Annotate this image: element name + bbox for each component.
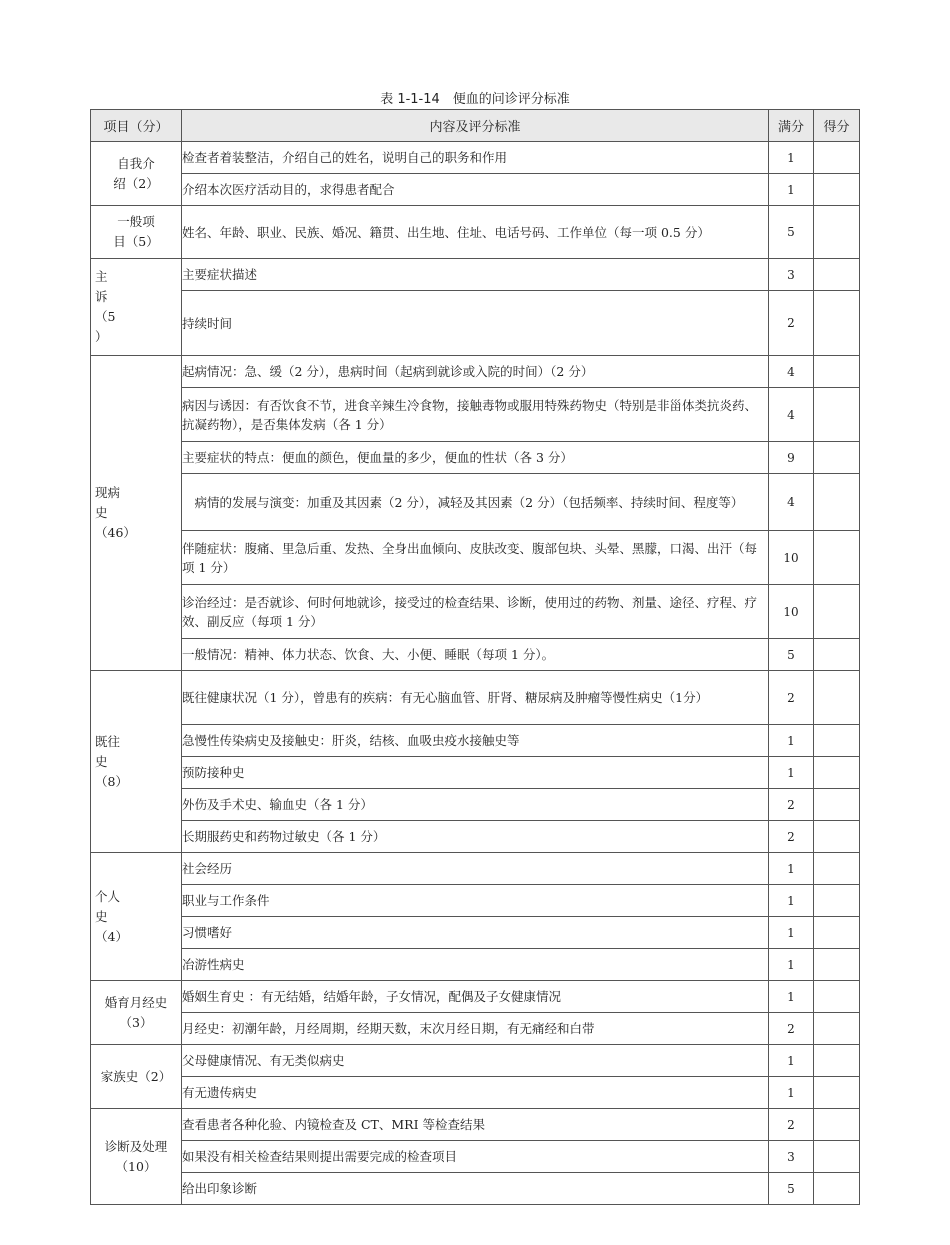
max-score: 1 bbox=[769, 725, 814, 757]
obtained-score-cell[interactable] bbox=[814, 949, 860, 981]
criteria-text: 姓名、年龄、职业、民族、婚况、籍贯、出生地、住址、电话号码、工作单位（每一项 0.5 分） bbox=[182, 206, 769, 259]
table-row bbox=[91, 1109, 860, 1141]
table-row bbox=[91, 885, 860, 917]
max-score: 2 bbox=[769, 789, 814, 821]
obtained-score-cell[interactable] bbox=[814, 757, 860, 789]
max-score: 1 bbox=[769, 1045, 814, 1077]
obtained-score-cell[interactable] bbox=[814, 585, 860, 639]
obtained-score-cell[interactable] bbox=[814, 853, 860, 885]
max-score: 1 bbox=[769, 174, 814, 206]
table-row bbox=[91, 917, 860, 949]
max-score: 1 bbox=[769, 142, 814, 174]
criteria-text: 习惯嗜好 bbox=[182, 917, 769, 949]
max-score: 10 bbox=[769, 585, 814, 639]
criteria-text: 外伤及手术史、输血史（各 1 分） bbox=[182, 789, 769, 821]
table-row bbox=[91, 981, 860, 1013]
max-score: 1 bbox=[769, 981, 814, 1013]
max-score: 2 bbox=[769, 291, 814, 356]
table-row bbox=[91, 142, 860, 174]
criteria-text: 父母健康情况、有无类似病史 bbox=[182, 1045, 769, 1077]
max-score: 3 bbox=[769, 1141, 814, 1173]
max-score: 5 bbox=[769, 1173, 814, 1205]
criteria-text: 给出印象诊断 bbox=[182, 1173, 769, 1205]
obtained-score-cell[interactable] bbox=[814, 1013, 860, 1045]
max-score: 1 bbox=[769, 949, 814, 981]
obtained-score-cell[interactable] bbox=[814, 1173, 860, 1205]
max-score: 2 bbox=[769, 1109, 814, 1141]
obtained-score-cell[interactable] bbox=[814, 981, 860, 1013]
table-row bbox=[91, 1141, 860, 1173]
group-label: 现病 史 （46） bbox=[91, 356, 182, 671]
obtained-score-cell[interactable] bbox=[814, 388, 860, 442]
criteria-text: 预防接种史 bbox=[182, 757, 769, 789]
criteria-text: 社会经历 bbox=[182, 853, 769, 885]
table-row bbox=[91, 259, 860, 291]
group-label: 家族史（2） bbox=[91, 1045, 182, 1109]
table-row bbox=[91, 474, 860, 531]
obtained-score-cell[interactable] bbox=[814, 885, 860, 917]
table-title: 表 1-1-14 便血的问诊评分标准 bbox=[380, 92, 570, 107]
criteria-text: 检查者着装整洁，介绍自己的姓名，说明自己的职务和作用 bbox=[182, 142, 769, 174]
criteria-text: 有无遗传病史 bbox=[182, 1077, 769, 1109]
table-row bbox=[91, 356, 860, 388]
max-score: 10 bbox=[769, 531, 814, 585]
table-row bbox=[91, 725, 860, 757]
table-row bbox=[91, 949, 860, 981]
obtained-score-cell[interactable] bbox=[814, 531, 860, 585]
table-row bbox=[91, 291, 860, 356]
max-score: 4 bbox=[769, 474, 814, 531]
obtained-score-cell[interactable] bbox=[814, 259, 860, 291]
obtained-score-cell[interactable] bbox=[814, 725, 860, 757]
max-score: 4 bbox=[769, 356, 814, 388]
criteria-text: 主要症状的特点：便血的颜色，便血量的多少，便血的性状（各 3 分） bbox=[182, 442, 769, 474]
table-row bbox=[91, 206, 860, 259]
obtained-score-cell[interactable] bbox=[814, 821, 860, 853]
obtained-score-cell[interactable] bbox=[814, 474, 860, 531]
criteria-text: 职业与工作条件 bbox=[182, 885, 769, 917]
table-row bbox=[91, 821, 860, 853]
max-score: 5 bbox=[769, 206, 814, 259]
obtained-score-cell[interactable] bbox=[814, 442, 860, 474]
criteria-text: 主要症状描述 bbox=[182, 259, 769, 291]
obtained-score-cell[interactable] bbox=[814, 917, 860, 949]
criteria-text: 冶游性病史 bbox=[182, 949, 769, 981]
header-obtained-score: 得分 bbox=[814, 110, 860, 142]
criteria-text: 病情的发展与演变：加重及其因素（2 分），减轻及其因素（2 分）（包括频率、持续时间、程度等） bbox=[182, 474, 769, 531]
max-score: 1 bbox=[769, 885, 814, 917]
group-label: 诊断及处理 （10） bbox=[91, 1109, 182, 1205]
scoring-table bbox=[90, 109, 860, 1205]
group-label: 自我介 绍（2） bbox=[91, 142, 182, 206]
criteria-text: 婚姻生育史 ：有无结婚，结婚年龄，子女情况，配偶及子女健康情况 bbox=[182, 981, 769, 1013]
max-score: 2 bbox=[769, 1013, 814, 1045]
max-score: 4 bbox=[769, 388, 814, 442]
table-body bbox=[91, 142, 860, 1205]
criteria-text: 持续时间 bbox=[182, 291, 769, 356]
criteria-text: 如果没有相关检查结果则提出需要完成的检查项目 bbox=[182, 1141, 769, 1173]
table-row bbox=[91, 585, 860, 639]
max-score: 3 bbox=[769, 259, 814, 291]
table-row bbox=[91, 1045, 860, 1077]
group-label: 婚育月经史 （3） bbox=[91, 981, 182, 1045]
criteria-text: 长期服药史和药物过敏史（各 1 分） bbox=[182, 821, 769, 853]
obtained-score-cell[interactable] bbox=[814, 1141, 860, 1173]
table-row bbox=[91, 531, 860, 585]
group-label: 主 诉 （5 ） bbox=[91, 259, 182, 356]
table-row bbox=[91, 1173, 860, 1205]
table-row bbox=[91, 388, 860, 442]
criteria-text: 既往健康状况（1 分），曾患有的疾病：有无心脑血管、肝肾、糖尿病及肿瘤等慢性病史（1分） bbox=[182, 671, 769, 725]
header-row bbox=[91, 110, 860, 142]
obtained-score-cell[interactable] bbox=[814, 291, 860, 356]
criteria-text: 查看患者各种化验、内镜检查及 CT、MRI 等检查结果 bbox=[182, 1109, 769, 1141]
criteria-text: 急慢性传染病史及接触史：肝炎，结核、血吸虫疫水接触史等 bbox=[182, 725, 769, 757]
max-score: 1 bbox=[769, 853, 814, 885]
criteria-text: 病因与诱因：有否饮食不节，进食辛辣生冷食物，接触毒物或服用特殊药物史（特别是非甾体类抗炎药、抗凝药物），是否集体发病（各 1 分） bbox=[182, 388, 769, 442]
max-score: 2 bbox=[769, 671, 814, 725]
header-max-score: 满分 bbox=[769, 110, 814, 142]
table-row bbox=[91, 853, 860, 885]
criteria-text: 一般情况：精神、体力状态、饮食、大、小便、睡眠（每项 1 分）。 bbox=[182, 639, 769, 671]
obtained-score-cell[interactable] bbox=[814, 1109, 860, 1141]
table-row bbox=[91, 1077, 860, 1109]
table-row bbox=[91, 671, 860, 725]
header-content: 内容及评分标准 bbox=[182, 110, 769, 142]
group-label: 个人 史 （4） bbox=[91, 853, 182, 981]
criteria-text: 介绍本次医疗活动目的，求得患者配合 bbox=[182, 174, 769, 206]
group-label: 一般项 目（5） bbox=[91, 206, 182, 259]
table-row bbox=[91, 789, 860, 821]
max-score: 2 bbox=[769, 821, 814, 853]
criteria-text: 起病情况：急、缓（2 分），患病时间（起病到就诊或入院的时间）（2 分） bbox=[182, 356, 769, 388]
max-score: 1 bbox=[769, 917, 814, 949]
max-score: 9 bbox=[769, 442, 814, 474]
criteria-text: 月经史：初潮年龄，月经周期，经期天数，末次月经日期，有无痛经和白带 bbox=[182, 1013, 769, 1045]
max-score: 5 bbox=[769, 639, 814, 671]
criteria-text: 诊治经过：是否就诊、何时何地就诊，接受过的检查结果、诊断，使用过的药物、剂量、途径、疗程、疗效、副反应（每项 1 分） bbox=[182, 585, 769, 639]
table-row bbox=[91, 639, 860, 671]
table-row bbox=[91, 757, 860, 789]
table-row bbox=[91, 174, 860, 206]
obtained-score-cell[interactable] bbox=[814, 142, 860, 174]
table-row bbox=[91, 1013, 860, 1045]
criteria-text: 伴随症状：腹痛、里急后重、发热、全身出血倾向、皮肤改变、腹部包块、头晕、黑朦，口渴、出汗（每项 1 分） bbox=[182, 531, 769, 585]
obtained-score-cell[interactable] bbox=[814, 1045, 860, 1077]
obtained-score-cell[interactable] bbox=[814, 206, 860, 259]
max-score: 1 bbox=[769, 1077, 814, 1109]
max-score: 1 bbox=[769, 757, 814, 789]
group-label: 既往 史 （8） bbox=[91, 671, 182, 853]
obtained-score-cell[interactable] bbox=[814, 356, 860, 388]
obtained-score-cell[interactable] bbox=[814, 1077, 860, 1109]
header-item: 项目（分） bbox=[91, 110, 182, 142]
obtained-score-cell[interactable] bbox=[814, 789, 860, 821]
obtained-score-cell[interactable] bbox=[814, 671, 860, 725]
table-row bbox=[91, 442, 860, 474]
obtained-score-cell[interactable] bbox=[814, 174, 860, 206]
obtained-score-cell[interactable] bbox=[814, 639, 860, 671]
